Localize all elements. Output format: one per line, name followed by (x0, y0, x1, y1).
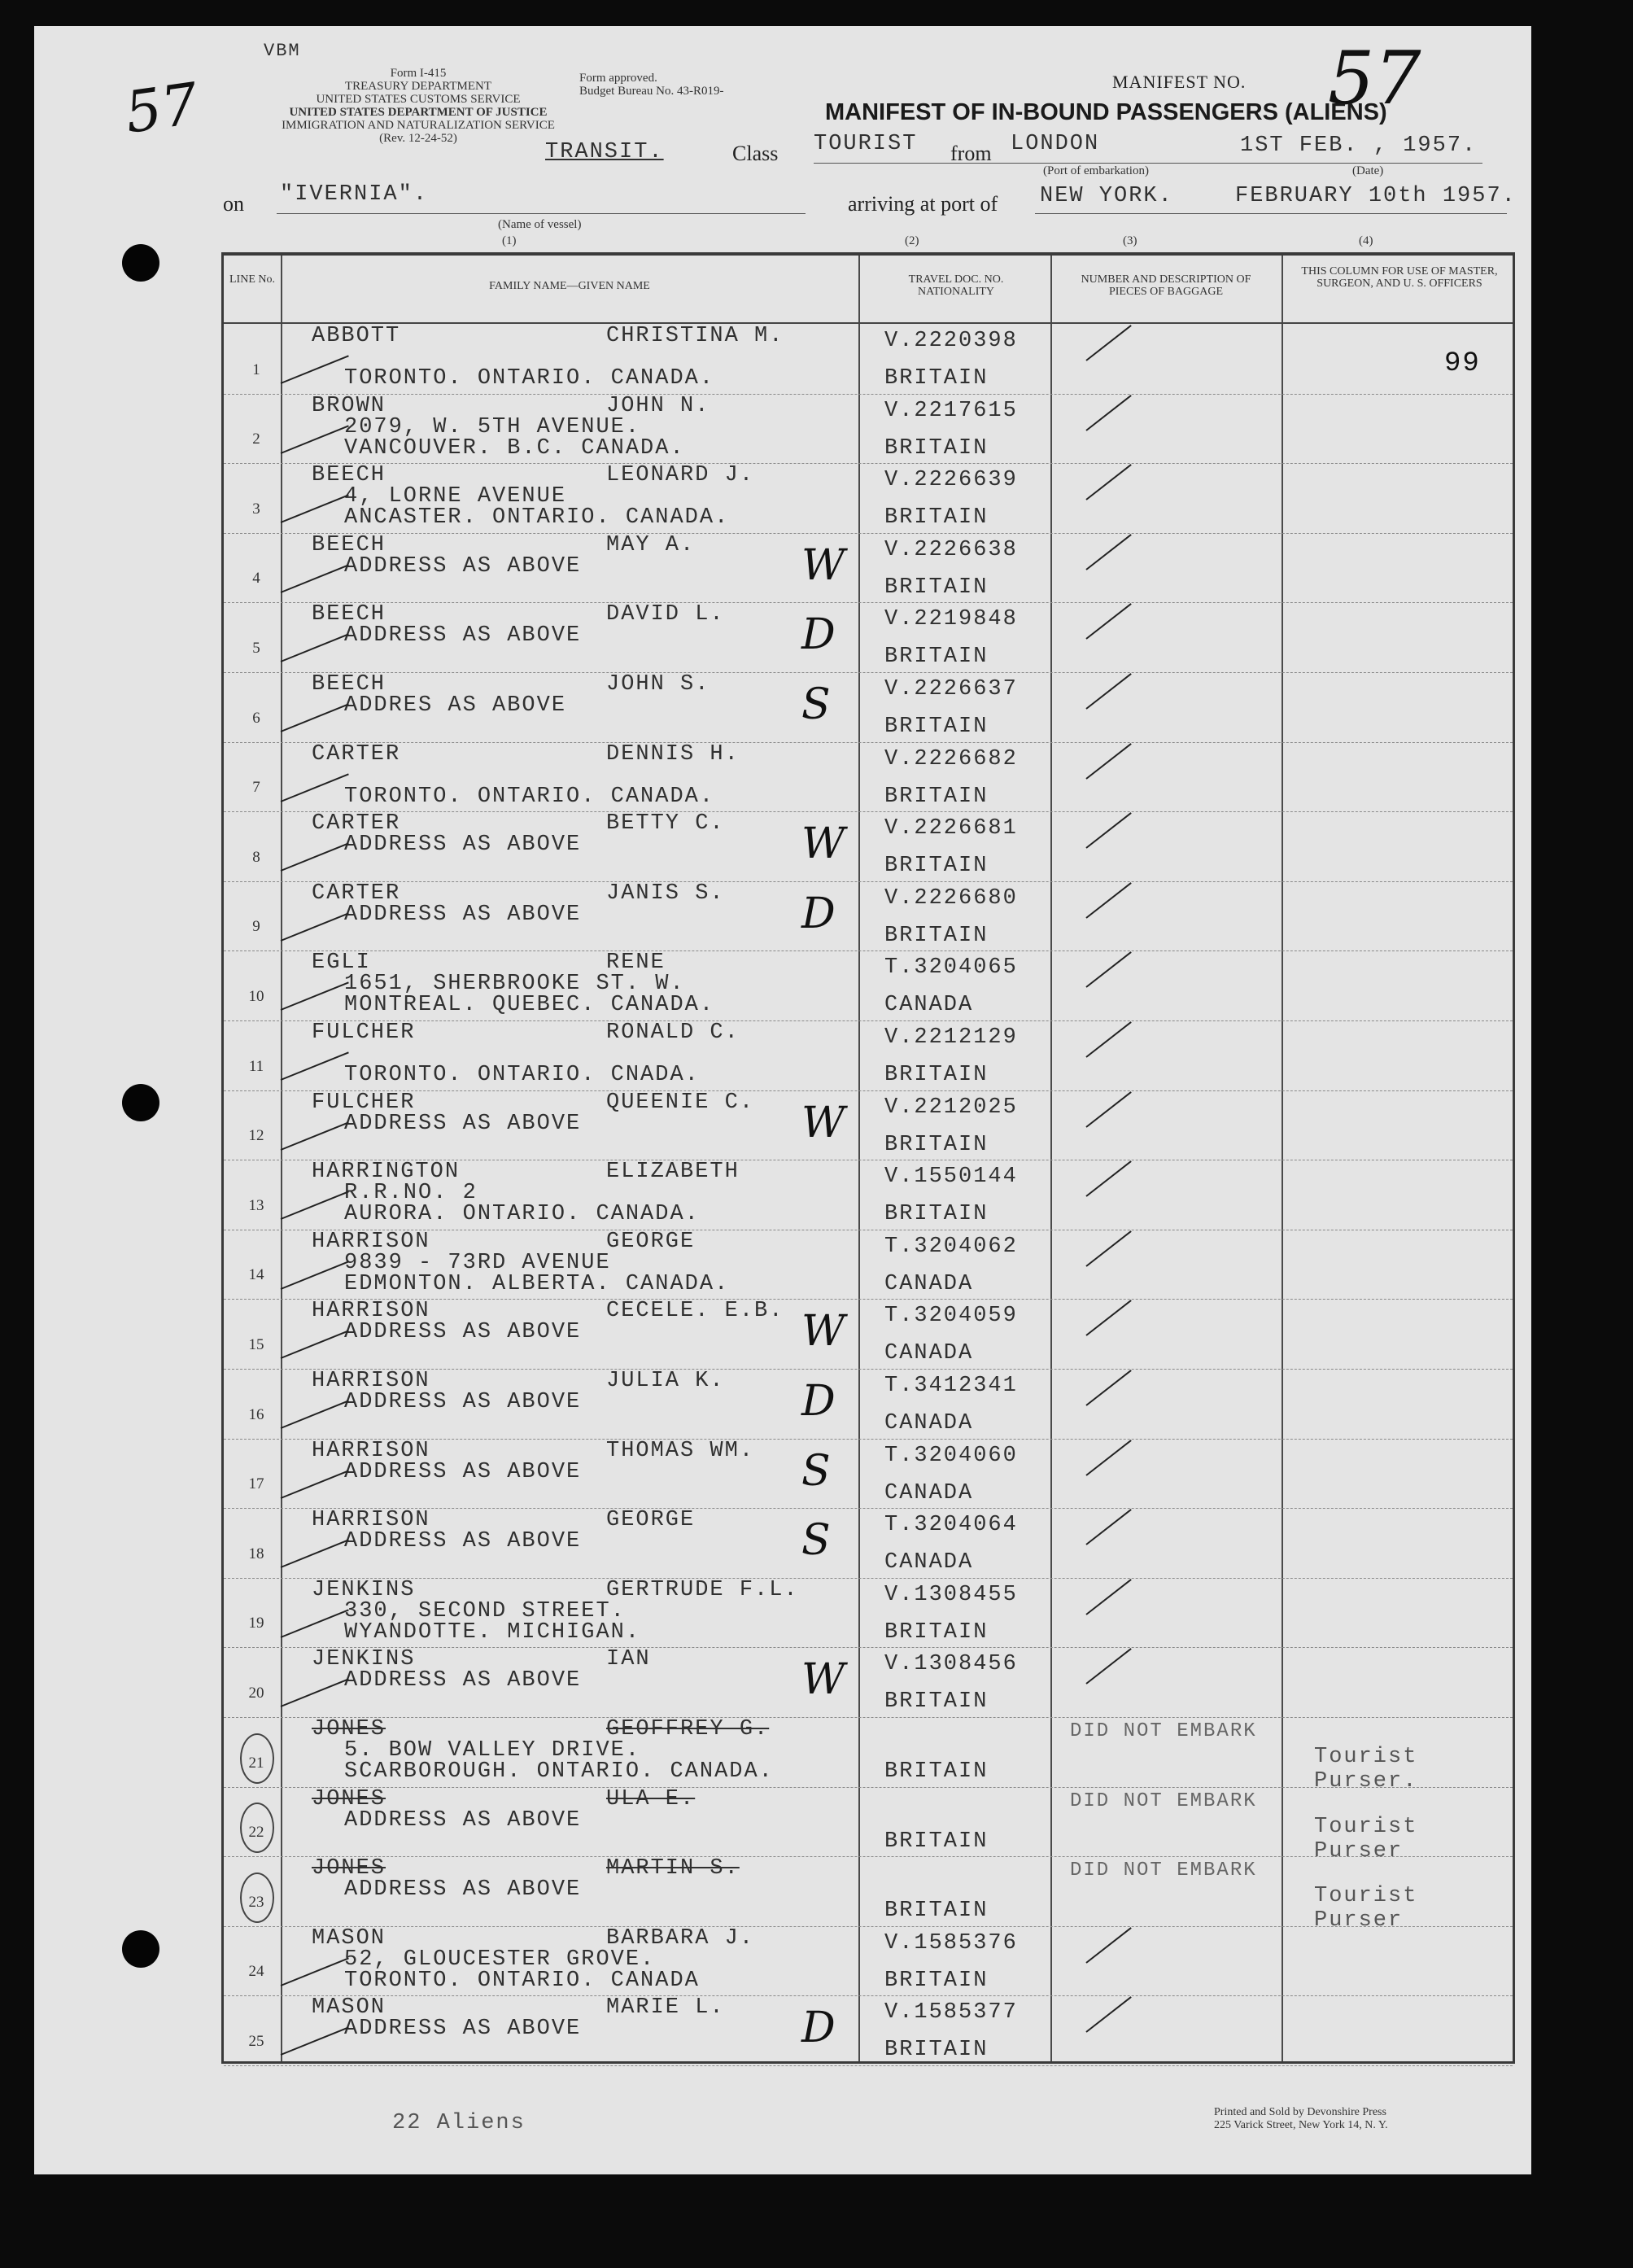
check-slash-mark (281, 843, 349, 872)
handwritten-mark: S (801, 1516, 831, 1566)
family-name: BEECH (312, 532, 386, 557)
family-name: CARTER (312, 811, 401, 837)
address-line-1: ADDRESS AS ABOVE (344, 1877, 582, 1903)
address-line-1: R.R.NO. 2 (344, 1181, 478, 1206)
check-slash-mark (1085, 1997, 1131, 2034)
table-row (224, 1299, 1513, 1369)
check-slash-mark (281, 2027, 349, 2056)
family-name: EGLI (312, 950, 371, 976)
address-line-1: ADDRES AS ABOVE (344, 693, 567, 718)
table-row (224, 1856, 1513, 1934)
manifest-title: MANIFEST OF IN-BOUND PASSENGERS (ALIENS) (825, 99, 1387, 125)
table-row (224, 672, 1513, 742)
nationality: BRITAIN (884, 1689, 989, 1715)
check-slash-mark (1085, 1091, 1131, 1128)
nationality: BRITAIN (884, 1202, 989, 1227)
col-num-3: (3) (1123, 234, 1137, 247)
check-slash-mark (1085, 1300, 1131, 1337)
line-number: 21 (248, 1754, 264, 1772)
table-row (224, 1369, 1513, 1439)
given-name: JANIS S. (606, 881, 725, 906)
travel-doc-number: V.1550144 (884, 1165, 1018, 1190)
family-name: HARRISON (312, 1369, 430, 1393)
check-slash-mark (1085, 812, 1131, 849)
nationality: BRITAIN (884, 575, 989, 600)
arrival-date: FEBRUARY 10th 1957. (1235, 184, 1517, 208)
punch-hole (122, 1930, 159, 1968)
did-not-embark-note: DID NOT EMBARK (1070, 1789, 1257, 1812)
family-name: BROWN (312, 393, 386, 418)
address-line-1: ADDRESS AS ABOVE (344, 1111, 582, 1136)
family-name: JONES (312, 1856, 386, 1881)
nationality: CANADA (884, 1480, 974, 1505)
given-name: JULIA K. (606, 1369, 725, 1393)
check-slash-mark (1085, 604, 1131, 640)
transit-label: TRANSIT. (545, 140, 664, 164)
given-name: MAY A. (606, 532, 696, 557)
on-label: on (223, 192, 244, 216)
travel-doc-number: T.3204060 (884, 1443, 1018, 1468)
class-label: Class (732, 142, 779, 165)
col-header-name: FAMILY NAME—GIVEN NAME (489, 280, 650, 292)
table-row (224, 324, 1513, 394)
address-line-2: WYANDOTTE. MICHIGAN. (344, 1619, 641, 1645)
table-row (224, 1020, 1513, 1090)
budget-bureau: Budget Bureau No. 43-R019- (579, 85, 724, 98)
family-name: CARTER (312, 741, 401, 767)
address-line-2: VANCOUVER. B.C. CANADA. (344, 435, 685, 461)
vbm-code: VBM (264, 41, 301, 61)
address-line-1: ADDRESS AS ABOVE (344, 902, 582, 927)
family-name: ABBOTT (312, 324, 401, 348)
travel-doc-number: V.1585376 (884, 1930, 1018, 1956)
table-row (224, 881, 1513, 951)
nationality: BRITAIN (884, 435, 989, 461)
punch-hole (122, 244, 159, 282)
check-slash-mark (281, 1331, 349, 1360)
travel-doc-number: V.2219848 (884, 607, 1018, 632)
nationality: BRITAIN (884, 784, 989, 809)
table-row (224, 533, 1513, 603)
check-slash-mark (281, 1400, 349, 1429)
travel-doc-number: T.3204059 (884, 1304, 1018, 1329)
table-row (224, 1230, 1513, 1300)
underline-rule (814, 163, 1253, 164)
vessel-name: "IVERNIA". (280, 182, 429, 207)
address-line-2: TORONTO. ONTARIO. CANADA. (344, 366, 715, 391)
family-name: HARRISON (312, 1438, 430, 1463)
punch-hole (122, 1084, 159, 1121)
travel-doc-number: V.2226680 (884, 885, 1018, 911)
address-line-1: 2079, W. 5TH AVENUE. (344, 414, 641, 439)
address-line-2: AURORA. ONTARIO. CANADA. (344, 1202, 700, 1227)
col-num-1: (1) (502, 234, 517, 247)
line-number: 17 (248, 1475, 264, 1493)
line-number: 3 (252, 500, 260, 518)
given-name: RENE (606, 950, 666, 976)
treasury-dept: TREASURY DEPARTMENT (344, 80, 492, 93)
family-name: BEECH (312, 602, 386, 627)
family-name: FULCHER (312, 1090, 416, 1115)
handwritten-mark: W (801, 540, 845, 590)
travel-doc-number: T.3412341 (884, 1374, 1018, 1398)
line-number: 19 (248, 1615, 264, 1632)
address-line-1: 330, SECOND STREET. (344, 1598, 626, 1623)
table-row (224, 1578, 1513, 1648)
nationality: BRITAIN (884, 366, 989, 391)
line-number: 13 (248, 1196, 264, 1214)
check-slash-mark (281, 1121, 349, 1151)
address-line-2: MONTREAL. QUEBEC. CANADA. (344, 993, 715, 1018)
corner-handwritten-mark: 57 (120, 70, 203, 146)
given-name: DAVID L. (606, 602, 725, 627)
check-slash-mark (281, 1540, 349, 1569)
given-name: ULA E. (606, 1786, 696, 1811)
col-header-travel-doc: TRAVEL DOC. NO. NATIONALITY (908, 273, 1004, 298)
address-line-1: ADDRESS AS ABOVE (344, 832, 582, 858)
family-name: MASON (312, 1925, 386, 1951)
nationality: BRITAIN (884, 714, 989, 739)
given-name: LEONARD J. (606, 463, 755, 488)
check-slash-mark (1085, 1440, 1131, 1476)
col-num-2: (2) (905, 234, 919, 247)
given-name: IAN (606, 1647, 651, 1672)
given-name: BARBARA J. (606, 1925, 755, 1951)
table-row (224, 463, 1513, 533)
purser-signature-title: Tourist Purser. (1314, 1745, 1418, 1794)
given-name: GEORGE (606, 1229, 696, 1254)
col-header-officers: THIS COLUMN FOR USE OF MASTER, SURGEON, AND U. S. OFFICERS (1301, 265, 1498, 290)
port-arrival: NEW YORK. (1040, 184, 1173, 208)
check-slash-mark (281, 1191, 349, 1221)
family-name: JENKINS (312, 1577, 416, 1602)
embarkation-date: 1ST FEB. , 1957. (1240, 133, 1478, 158)
address-line-2: EDMONTON. ALBERTA. CANADA. (344, 1271, 730, 1296)
handwritten-mark: W (801, 1307, 845, 1357)
nationality: BRITAIN (884, 1829, 989, 1854)
given-name: MARTIN S. (606, 1856, 740, 1881)
check-slash-mark (1085, 464, 1131, 500)
given-name: MARIE L. (606, 1995, 725, 2021)
check-slash-mark (1085, 1649, 1131, 1685)
family-name: CARTER (312, 881, 401, 906)
line-number: 1 (252, 361, 260, 378)
address-line-1: 9839 - 73RD AVENUE (344, 1250, 611, 1275)
check-slash-mark (1085, 1230, 1131, 1267)
printer-line-1: Printed and Sold by Devonshire Press (1214, 2106, 1386, 2118)
officer-note: 99 (1444, 348, 1481, 379)
travel-doc-number: V.2217615 (884, 398, 1018, 423)
check-slash-mark (281, 495, 349, 524)
total-aliens: 22 Aliens (392, 2111, 526, 2135)
travel-doc-number: V.2220398 (884, 329, 1018, 353)
family-name: HARRISON (312, 1299, 430, 1324)
approval-block (579, 72, 723, 98)
address-line-1: 5. BOW VALLEY DRIVE. (344, 1738, 641, 1763)
address-line-1: ADDRESS AS ABOVE (344, 1668, 582, 1693)
nationality: BRITAIN (884, 505, 989, 531)
row-divider (224, 2065, 1513, 2066)
travel-doc-number: V.2212129 (884, 1025, 1018, 1050)
handwritten-mark: S (801, 1446, 831, 1496)
check-slash-mark (1085, 1370, 1131, 1406)
did-not-embark-note: DID NOT EMBARK (1070, 1720, 1257, 1742)
travel-doc-number: T.3204062 (884, 1234, 1018, 1259)
check-slash-mark (1085, 673, 1131, 710)
check-slash-mark (1085, 882, 1131, 919)
travel-doc-number: T.3204064 (884, 1513, 1018, 1538)
check-slash-mark (1085, 325, 1131, 361)
line-number: 22 (248, 1824, 264, 1842)
nationality: CANADA (884, 1550, 974, 1575)
line-number: 20 (248, 1684, 264, 1702)
family-name: JONES (312, 1717, 386, 1741)
check-slash-mark (281, 634, 349, 663)
address-line-1: ADDRESS AS ABOVE (344, 553, 582, 579)
address-line-1: ADDRESS AS ABOVE (344, 1320, 582, 1345)
address-line-2: TORONTO. ONTARIO. CANADA. (344, 784, 715, 809)
family-name: JENKINS (312, 1647, 416, 1672)
nationality: CANADA (884, 993, 974, 1018)
printer-line-2: 225 Varick Street, New York 14, N. Y. (1214, 2119, 1388, 2131)
form-approved: Form approved. (579, 72, 657, 85)
line-number: 15 (248, 1335, 264, 1353)
check-slash-mark (1085, 743, 1131, 780)
form-revision: (Rev. 12-24-52) (379, 132, 457, 145)
vessel-caption: (Name of vessel) (498, 218, 582, 231)
handwritten-mark: D (801, 610, 836, 660)
table-row (224, 1439, 1513, 1509)
table-row (224, 602, 1513, 672)
check-slash-mark (281, 703, 349, 732)
justice-dept: UNITED STATES DEPARTMENT OF JUSTICE (289, 106, 548, 119)
check-slash-mark (281, 1051, 349, 1081)
manifest-no-value: 57 (1328, 36, 1421, 121)
line-number: 4 (252, 570, 260, 588)
given-name: JOHN N. (606, 393, 710, 418)
check-slash-mark (281, 1261, 349, 1290)
check-slash-mark (281, 355, 349, 384)
check-slash-mark (281, 1470, 349, 1499)
nationality: CANADA (884, 1411, 974, 1436)
check-slash-mark (281, 982, 349, 1012)
address-line-1: ADDRESS AS ABOVE (344, 2017, 582, 2042)
family-name: HARRINGTON (312, 1160, 461, 1185)
nationality: BRITAIN (884, 1968, 989, 1993)
family-name: JONES (312, 1786, 386, 1811)
line-number: 5 (252, 639, 260, 657)
check-slash-mark (1085, 1579, 1131, 1615)
travel-doc-number: V.2226637 (884, 677, 1018, 701)
family-name: BEECH (312, 672, 386, 697)
line-number: 7 (252, 779, 260, 797)
date-caption: (Date) (1352, 164, 1384, 177)
underline-rule (277, 213, 806, 214)
check-slash-mark (281, 1679, 349, 1708)
check-slash-mark (1085, 395, 1131, 431)
table-row (224, 1717, 1513, 1794)
table-row (224, 394, 1513, 464)
check-slash-mark (1085, 1021, 1131, 1058)
table-row (224, 1090, 1513, 1160)
given-name: QUEENIE C. (606, 1090, 755, 1115)
printer-imprint (1214, 2106, 1388, 2132)
given-name: GERTRUDE F.L. (606, 1577, 799, 1602)
underline-rule (1238, 163, 1482, 164)
arriving-label: arriving at port of (848, 192, 998, 216)
line-number: 23 (248, 1893, 264, 1911)
travel-doc-number: V.1308455 (884, 1582, 1018, 1607)
check-slash-mark (281, 1957, 349, 1986)
manifest-sheet (34, 26, 1531, 2174)
passenger-table (221, 252, 1515, 2064)
nationality: CANADA (884, 1341, 974, 1366)
handwritten-mark: D (801, 889, 836, 938)
line-number: 9 (252, 918, 260, 936)
table-row (224, 1160, 1513, 1230)
family-name: FULCHER (312, 1020, 416, 1045)
table-row (224, 1995, 1513, 2065)
purser-signature-title: Tourist Purser (1314, 1884, 1418, 1934)
table-row (224, 1786, 1513, 1864)
line-number: 6 (252, 709, 260, 727)
travel-doc-number: V.2212025 (884, 1095, 1018, 1120)
handwritten-mark: S (801, 680, 831, 729)
address-line-1: ADDRESS AS ABOVE (344, 1807, 582, 1833)
travel-doc-number: V.2226639 (884, 468, 1018, 493)
family-name: BEECH (312, 463, 386, 488)
handwritten-mark: W (801, 819, 845, 869)
table-row (224, 742, 1513, 812)
handwritten-mark: D (801, 2004, 836, 2053)
family-name: HARRISON (312, 1508, 430, 1533)
line-number: 16 (248, 1405, 264, 1423)
check-slash-mark (1085, 1160, 1131, 1197)
given-name: RONALD C. (606, 1020, 740, 1045)
nationality: BRITAIN (884, 1132, 989, 1157)
travel-doc-number: V.2226638 (884, 537, 1018, 562)
given-name: CECELE. E.B. (606, 1299, 784, 1324)
given-name: GEOFFREY G. (606, 1717, 770, 1741)
travel-doc-number: V.1308456 (884, 1652, 1018, 1677)
table-row (224, 1647, 1513, 1717)
line-number: 25 (248, 2032, 264, 2050)
table-row (224, 811, 1513, 881)
address-line-1: ADDRESS AS ABOVE (344, 1459, 582, 1484)
line-number: 11 (248, 1057, 264, 1075)
check-slash-mark (281, 773, 349, 802)
travel-doc-number: V.2226681 (884, 816, 1018, 841)
handwritten-mark: D (801, 1377, 836, 1426)
check-slash-mark (281, 564, 349, 593)
address-line-1: ADDRESS AS ABOVE (344, 1390, 582, 1414)
underline-rule (1035, 213, 1507, 214)
table-row (224, 1508, 1513, 1578)
line-number: 2 (252, 430, 260, 448)
line-number: 8 (252, 848, 260, 866)
given-name: CHRISTINA M. (606, 324, 784, 348)
col-header-baggage: NUMBER AND DESCRIPTION OF PIECES OF BAGGAGE (1081, 273, 1251, 298)
port-embarkation: LONDON (1011, 132, 1100, 156)
address-line-2: TORONTO. ONTARIO. CNADA. (344, 1063, 700, 1087)
travel-doc-number: V.1585377 (884, 2000, 1018, 2025)
given-name: DENNIS H. (606, 741, 740, 767)
address-line-2: ANCASTER. ONTARIO. CANADA. (344, 505, 730, 531)
form-number: Form I-415 (390, 67, 447, 80)
table-row (224, 950, 1513, 1020)
address-line-1: ADDRESS AS ABOVE (344, 623, 582, 649)
from-label: from (950, 142, 992, 165)
nationality: BRITAIN (884, 2038, 989, 2063)
nationality: CANADA (884, 1271, 974, 1296)
travel-doc-number: V.2226682 (884, 746, 1018, 771)
line-number: 14 (248, 1266, 264, 1284)
line-number: 18 (248, 1545, 264, 1562)
nationality: BRITAIN (884, 645, 989, 670)
family-name: HARRISON (312, 1229, 430, 1254)
given-name: BETTY C. (606, 811, 725, 837)
line-number: 10 (248, 987, 264, 1005)
check-slash-mark (281, 1609, 349, 1638)
family-name: MASON (312, 1995, 386, 2021)
check-slash-mark (281, 912, 349, 942)
address-line-1: 52, GLOUCESTER GROVE. (344, 1947, 656, 1972)
handwritten-mark: W (801, 1098, 845, 1147)
given-name: JOHN S. (606, 672, 710, 697)
did-not-embark-note: DID NOT EMBARK (1070, 1859, 1257, 1882)
nationality: BRITAIN (884, 1063, 989, 1087)
address-line-2: SCARBOROUGH. ONTARIO. CANADA. (344, 1759, 774, 1784)
check-slash-mark (1085, 534, 1131, 570)
class-value: TOURIST (814, 132, 918, 156)
manifest-no-label: MANIFEST NO. (1112, 72, 1247, 92)
given-name: GEORGE (606, 1508, 696, 1533)
form-agency-block (247, 67, 589, 145)
nationality: BRITAIN (884, 854, 989, 879)
travel-doc-number: T.3204065 (884, 955, 1018, 981)
address-line-2: TORONTO. ONTARIO. CANADA (344, 1968, 700, 1993)
line-number: 12 (248, 1127, 264, 1145)
address-line-1: 4, LORNE AVENUE (344, 484, 567, 509)
address-line-1: ADDRESS AS ABOVE (344, 1529, 582, 1554)
purser-signature-title: Tourist Purser (1314, 1814, 1418, 1864)
handwritten-mark: W (801, 1655, 845, 1705)
customs-service: UNITED STATES CUSTOMS SERVICE (316, 93, 521, 106)
col-num-4: (4) (1359, 234, 1373, 247)
given-name: THOMAS WM. (606, 1438, 755, 1463)
port-embarkation-caption: (Port of embarkation) (1043, 164, 1149, 177)
nationality: BRITAIN (884, 1619, 989, 1645)
given-name: ELIZABETH (606, 1160, 740, 1185)
check-slash-mark (1085, 1509, 1131, 1545)
table-row (224, 1926, 1513, 1996)
address-line-1: 1651, SHERBROOKE ST. W. (344, 972, 685, 997)
nationality: BRITAIN (884, 1899, 989, 1924)
check-slash-mark (1085, 952, 1131, 989)
nationality: BRITAIN (884, 923, 989, 948)
check-slash-mark (281, 425, 349, 454)
check-slash-mark (1085, 1927, 1131, 1964)
ins-service: IMMIGRATION AND NATURALIZATION SERVICE (282, 119, 555, 132)
line-number: 24 (248, 1963, 264, 1981)
col-header-line-no: LINE No. (229, 273, 275, 286)
nationality: BRITAIN (884, 1759, 989, 1784)
